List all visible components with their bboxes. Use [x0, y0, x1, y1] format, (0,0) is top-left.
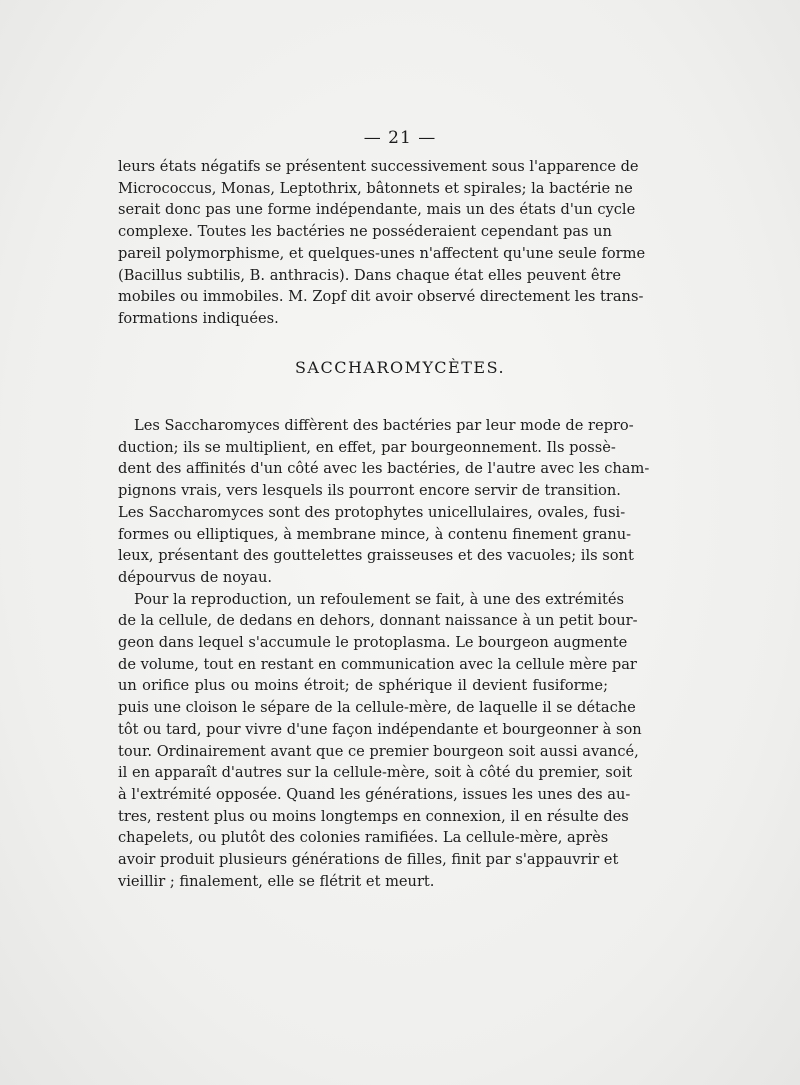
paragraph-reproduction: [118, 589, 642, 893]
text-line: Les Saccharomyces diffèrent des bactéries par leur mode de repro-: [134, 417, 634, 434]
text-line: Pour la reproduction, un refoulement se fait, à une des extrémités: [134, 590, 625, 608]
paragraph-saccharomyces-description: [118, 415, 650, 589]
text-line: duction; ils se multiplient, en effet, par bourgeonnement. Ils possè-: [118, 438, 616, 456]
text-line: leurs états négatifs se présentent successivement sous l'apparence de: [118, 158, 639, 175]
section-body: [118, 415, 650, 892]
text-line: avoir produit plusieurs générations de filles, finit par s'appauvrir et: [118, 851, 619, 869]
text-line: à l'extrémité opposée. Quand les générations, issues les unes des au-: [118, 785, 631, 803]
text-line: (Bacillus subtilis, B. anthracis). Dans chaque état elles peuvent être: [118, 266, 621, 284]
text-line: de volume, tout en restant en communication avec la cellule mère par: [118, 655, 637, 673]
text-line: puis une cloison le sépare de la cellule-mère, de laquelle il se détache: [118, 699, 636, 717]
text-line: il en apparaît d'autres sur la cellule-mère, soit à côté du premier, soit: [118, 764, 633, 782]
text-line: tres, restent plus ou moins longtemps en connexion, il en résulte des: [118, 807, 629, 825]
text-line: tôt ou tard, pour vivre d'une façon indépendante et bourgeonner à son: [118, 720, 642, 738]
text-line: formes ou elliptiques, à membrane mince, à contenu finement granu-: [118, 525, 632, 543]
text-line: leux, présentant des gouttelettes graisseuses et des vacuoles; ils sont: [118, 547, 634, 565]
page-number: — 21 —: [363, 128, 437, 148]
text-line: Micrococcus, Monas, Leptothrix, bâtonnets et spirales; la bactérie ne: [118, 179, 633, 197]
text-line: Les Saccharomyces sont des protophytes unicellulaires, ovales, fusi-: [118, 503, 626, 521]
text-line: serait donc pas une forme indépendante, mais un des états d'un cycle: [118, 201, 636, 219]
text-line: pareil polymorphisme, et quelques-unes n'affectent qu'une seule forme: [118, 244, 646, 262]
text-line: tour. Ordinairement avant que ce premier bourgeon soit aussi avancé,: [118, 742, 639, 760]
section-heading: SACCHAROMYCÈTES.: [294, 358, 506, 377]
text-line: chapelets, ou plutôt des colonies ramifiées. La cellule-mère, après: [118, 829, 609, 847]
text-line: pignons vrais, vers lesquels ils pourront encore servir de transition.: [118, 482, 621, 500]
paragraph-bacteria-forms: [118, 156, 646, 330]
text-line: un orifice plus ou moins étroit; de sphérique il devient fusiforme;: [118, 677, 608, 695]
text-line: geon dans lequel s'accumule le protoplasma. Le bourgeon augmente: [118, 634, 628, 652]
text-line: de la cellule, de dedans en dehors, donnant naissance à un petit bour-: [118, 612, 638, 630]
text-line: complexe. Toutes les bactéries ne posséderaient cependant pas un: [118, 223, 612, 241]
text-line: dent des affinités d'un côté avec les bactéries, de l'autre avec les cham-: [118, 460, 650, 478]
text-line: formations indiquées.: [118, 309, 279, 327]
text-line: dépourvus de noyau.: [118, 568, 273, 586]
text-line: mobiles ou immobiles. M. Zopf dit avoir observé directement les trans-: [118, 288, 644, 306]
text-line: vieillir ; finalement, elle se flétrit et meurt.: [118, 872, 435, 890]
